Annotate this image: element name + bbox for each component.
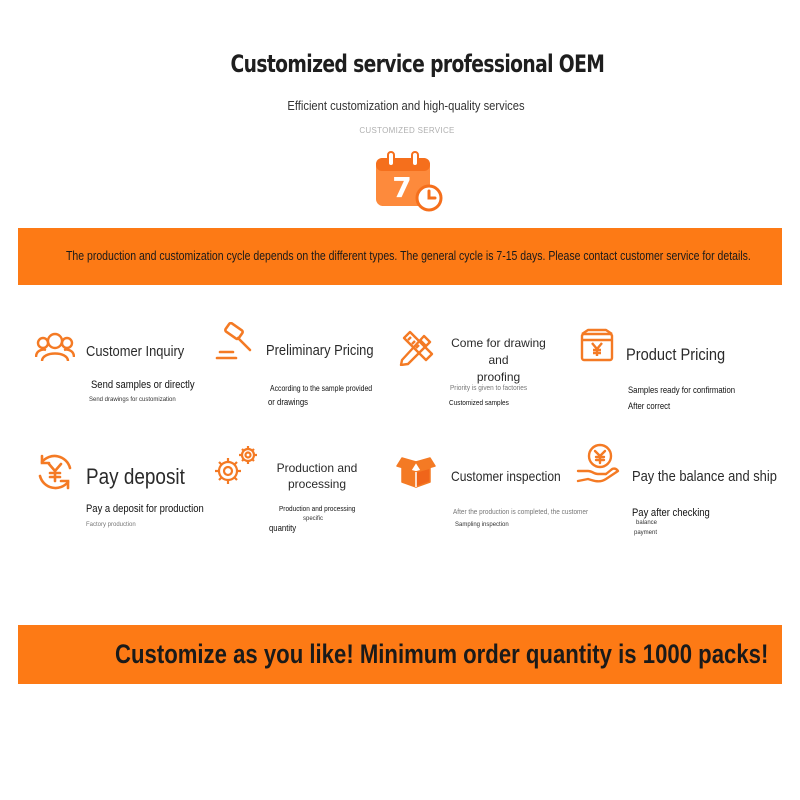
step-desc-line1: Pay a deposit for production [86,503,204,515]
step-title-preliminary-pricing: Preliminary Pricing [266,342,374,359]
step-title-line2: processing [287,477,347,491]
users-icon [35,331,75,363]
hand-coin-icon [576,443,620,485]
step-desc-line3: payment [634,530,658,536]
step-title-customer-inspection: Customer inspection [451,468,561,484]
step-desc-line2: Sampling inspection [455,522,509,528]
section-tag: CUSTOMIZED SERVICE [359,126,455,135]
step-title-pay-balance-ship: Pay the balance and ship [632,468,777,485]
step-title-line2: proofing [476,370,521,384]
step-desc-line1: Priority is given to factories [450,383,528,392]
step-desc-line1: Pay after checking [632,507,710,519]
calendar-number: 7 [392,171,412,204]
step-desc-line2: or drawings [268,397,309,407]
calendar-clock-icon [373,150,443,212]
step-desc-line2: Factory production [86,522,136,528]
step-title-product-pricing: Product Pricing [626,345,726,364]
step-desc-line1: After the production is completed, the customer [453,507,589,516]
step-title-pay-deposit: Pay deposit [86,464,185,489]
step-desc-line2: specific [303,516,324,522]
step-desc-line1: According to the sample provided [270,384,373,393]
step-desc-line2: balance [636,520,658,526]
cycle-banner [18,228,782,285]
step-desc-line2: Send drawings for customization [89,397,176,403]
step-title-customer-inquiry: Customer Inquiry [86,343,185,360]
step-title-line1: Production and [276,461,358,475]
page-subtitle: Efficient customization and high-quality services [287,98,525,113]
step-desc-line1: Send samples or directly [91,379,195,391]
step-title-production-processing [268,460,366,492]
step-title-drawing-proofing [445,335,552,386]
step-desc-line2: Customized samples [449,398,509,407]
moq-banner [18,625,782,684]
gavel-icon [214,322,254,362]
step-desc-line3: quantity [269,523,297,533]
step-desc-line1: Samples ready for confirmation [628,385,736,395]
cycle-banner-text: The production and customization cycle depends on the different types. The general cycle is 7-15 days. Please contact customer service for details. [66,249,751,263]
pencil-ruler-icon [398,330,434,366]
yen-cycle-icon [35,452,75,492]
gears-icon [213,443,261,487]
step-desc-line1: Production and processing [279,504,356,513]
step-title-line1: Come for drawing and [451,336,546,367]
yen-box-icon [580,328,614,362]
open-box-icon [396,454,436,488]
moq-banner-text: Customize as you like! Minimum order quantity is 1000 packs! [115,639,769,669]
step-desc-line2: After correct [628,401,671,411]
page-title: Customized service professional OEM [230,50,605,78]
